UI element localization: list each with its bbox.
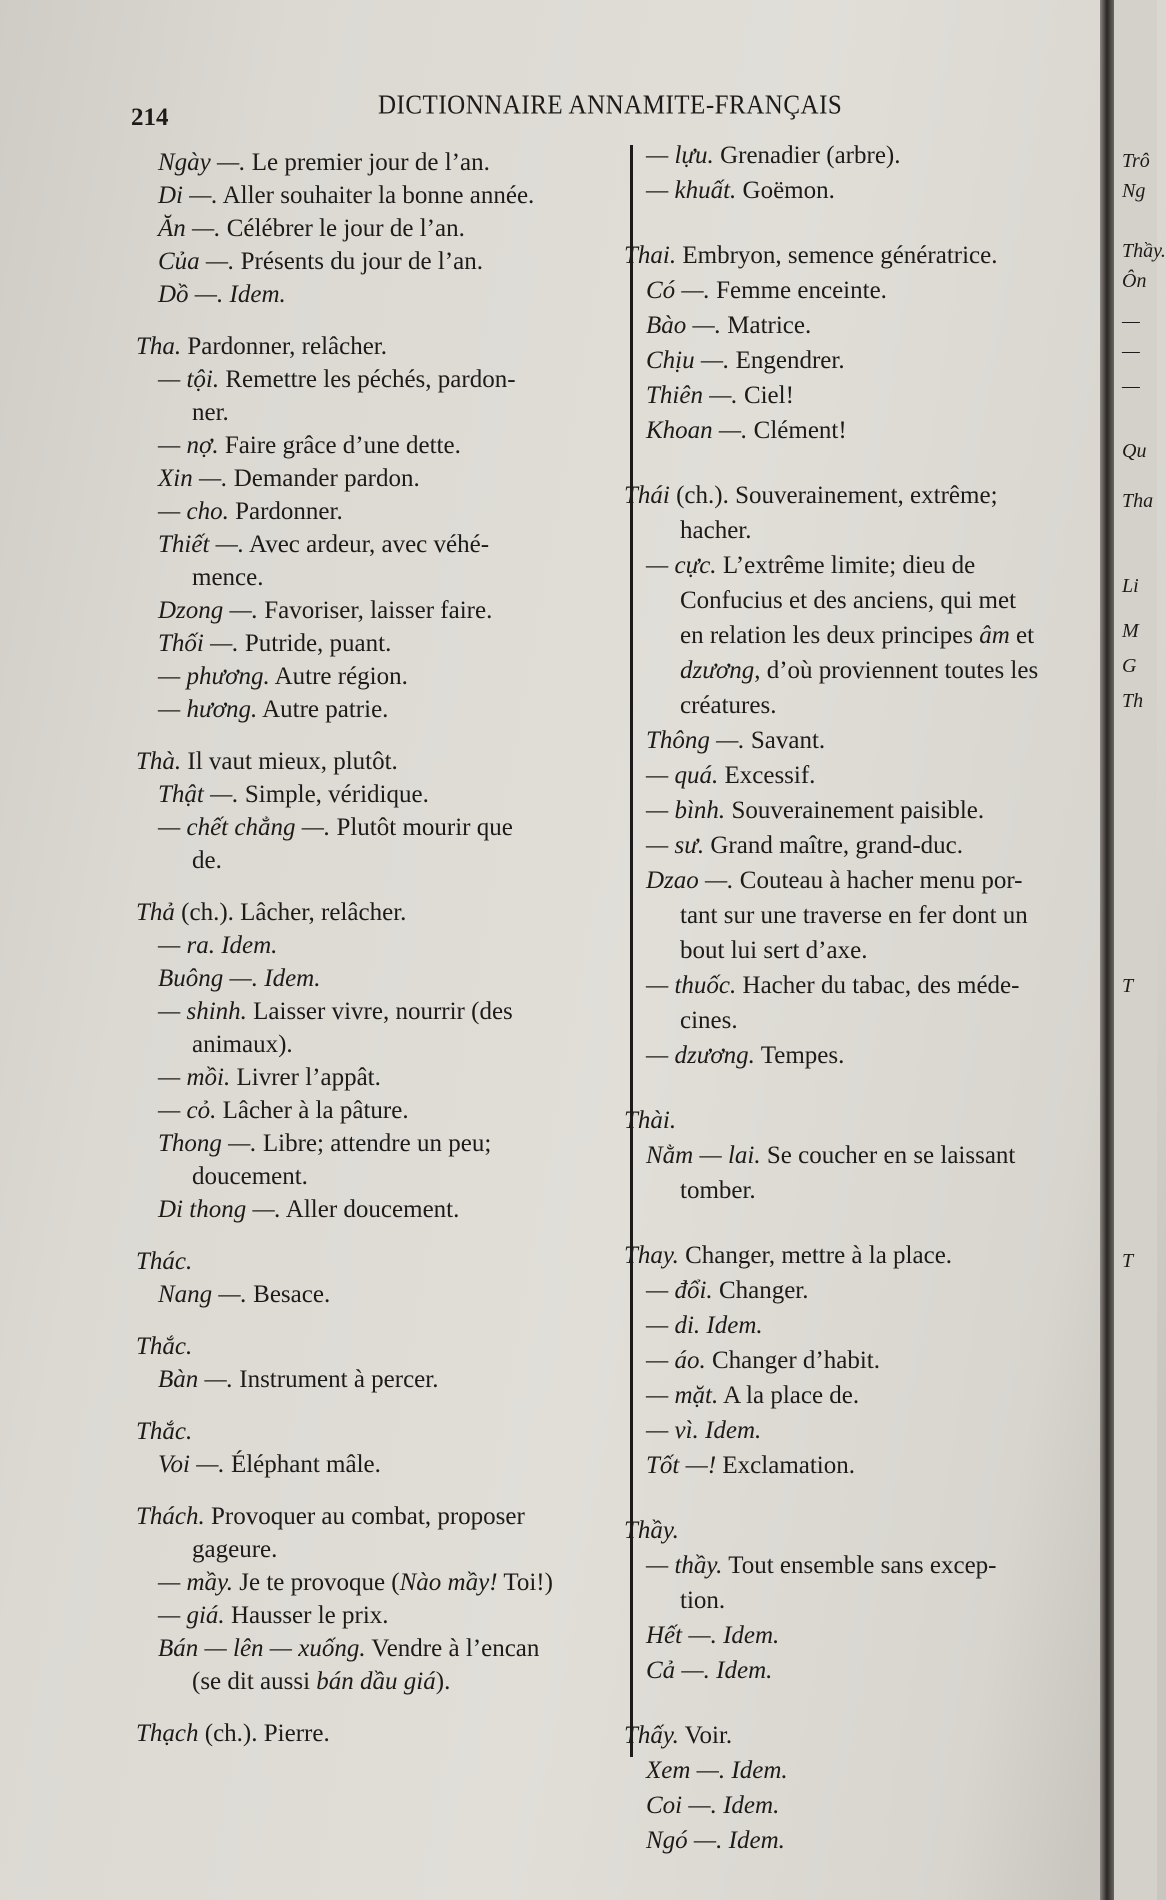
sub-entry-line: [136, 146, 616, 179]
annamite-term: Thách.: [136, 1503, 205, 1530]
annamite-term: Di —.: [158, 182, 218, 209]
next-page-fragment: Th: [1122, 690, 1144, 712]
sub-entry-line: [136, 212, 616, 245]
dictionary-entry: [136, 1717, 616, 1750]
entry-headline: [624, 1718, 1090, 1753]
sub-entry-line: [136, 1094, 616, 1127]
french-definition: Putride, puant.: [238, 630, 392, 657]
next-page-fragment: Li: [1122, 575, 1139, 597]
annamite-term: dzương: [680, 657, 755, 684]
page-number: 214: [131, 104, 169, 131]
french-definition: Je te provoque (: [233, 1569, 400, 1596]
french-definition: Ciel!: [737, 382, 794, 409]
dictionary-entry: [136, 330, 616, 726]
dictionary-entry: [136, 1245, 616, 1311]
annamite-term: — mầy.: [158, 1569, 233, 1596]
annamite-term: Thay.: [624, 1242, 679, 1269]
french-definition: Simple, véridique.: [238, 781, 429, 808]
dictionary-entry: [136, 896, 616, 1226]
next-page-fragment: T: [1122, 1250, 1134, 1272]
annamite-term: Ăn —.: [158, 215, 221, 242]
sub-entry-line: [136, 1599, 616, 1632]
annamite-term: — ra. Idem.: [158, 932, 278, 959]
entry-headline: [136, 1415, 616, 1448]
dictionary-entry: [136, 1330, 616, 1396]
sub-entry-line: [624, 1823, 1090, 1858]
next-page-fragment: Tha: [1122, 490, 1154, 512]
annamite-term: Coi —. Idem.: [646, 1792, 780, 1819]
next-page-fragment: —: [1122, 340, 1140, 362]
annamite-term: Thật —.: [158, 781, 239, 808]
annamite-term: — thầy.: [646, 1552, 723, 1579]
continuation-line: [624, 513, 1090, 548]
continuation-line: [624, 1003, 1090, 1038]
continuation-line: [136, 1028, 616, 1061]
sub-entry-line: [136, 462, 616, 495]
sub-entry-line: [624, 1788, 1090, 1823]
dictionary-entry: [624, 238, 1090, 448]
book-gutter: [1100, 0, 1114, 1900]
french-definition: cines.: [680, 1007, 738, 1034]
next-page-edge: [1114, 0, 1166, 1900]
french-definition: (ch.). Lâcher, relâcher.: [174, 899, 407, 926]
french-definition: Autre patrie.: [257, 696, 389, 723]
french-definition: et: [1009, 622, 1035, 649]
sub-entry-line: [136, 1061, 616, 1094]
french-definition: Grenadier (arbre).: [713, 142, 901, 169]
continuation-line: [136, 844, 616, 877]
sub-entry-line: [136, 495, 616, 528]
annamite-term: Buông —. Idem.: [158, 965, 321, 992]
french-definition: de.: [192, 847, 222, 874]
annamite-term: — nợ.: [158, 432, 219, 459]
entry-headline: [624, 1103, 1090, 1138]
french-definition: tomber.: [680, 1177, 756, 1204]
french-definition: tant sur une traverse en fer dont un: [680, 902, 1028, 929]
sub-entry-line: [624, 1038, 1090, 1073]
french-definition: Aller souhaiter la bonne année.: [217, 182, 535, 209]
french-definition: en relation les deux principes: [680, 622, 980, 649]
annamite-term: Ngó —. Idem.: [646, 1827, 785, 1854]
french-definition: Se coucher en se laissant: [760, 1142, 1016, 1169]
annamite-term: Bàn —.: [158, 1366, 233, 1393]
sub-entry-line: [624, 413, 1090, 448]
annamite-term: Khoan —.: [646, 417, 748, 444]
annamite-term: — áo.: [646, 1347, 706, 1374]
french-definition: doucement.: [192, 1163, 308, 1190]
french-definition: Engendrer.: [729, 347, 845, 374]
sub-entry-line: [136, 1127, 616, 1160]
annamite-term: Bào —.: [646, 312, 721, 339]
french-definition: (ch.). Souverainement, extrême;: [669, 482, 998, 509]
annamite-term: Thắc.: [136, 1333, 193, 1360]
left-column: [136, 146, 616, 1769]
entry-headline: [136, 745, 616, 778]
annamite-term: Thai.: [624, 242, 677, 269]
dictionary-entry: [624, 1513, 1090, 1688]
annamite-term: — tội.: [158, 366, 220, 393]
annamite-term: Ngày —.: [158, 149, 246, 176]
french-definition: mence.: [192, 564, 264, 591]
annamite-term: Thầy.: [624, 1517, 679, 1544]
french-definition: ).: [435, 1668, 451, 1695]
sub-entry-line: [136, 179, 616, 212]
annamite-term: — thuốc.: [646, 972, 737, 999]
french-definition: Aller doucement.: [280, 1196, 460, 1223]
french-definition: Tempes.: [754, 1042, 845, 1069]
french-definition: Instrument à percer.: [233, 1366, 439, 1393]
annamite-term: âm: [979, 622, 1010, 649]
right-column: [624, 138, 1090, 1888]
sub-entry-line: [624, 828, 1090, 863]
sub-entry-line: [624, 863, 1090, 898]
sub-entry-line: [136, 1193, 616, 1226]
annamite-term: Nang —.: [158, 1281, 247, 1308]
annamite-term: Tốt —!: [646, 1452, 717, 1479]
running-head: DICTIONNAIRE ANNAMITE-FRANÇAIS: [378, 90, 843, 121]
sub-entry-line: [624, 1343, 1090, 1378]
french-definition: Célébrer le jour de l’an.: [220, 215, 465, 242]
annamite-term: Voi —.: [158, 1451, 225, 1478]
annamite-term: — phương.: [158, 663, 270, 690]
annamite-term: — quá.: [646, 762, 719, 789]
next-page-fragment: Ng: [1122, 180, 1146, 202]
sub-entry-line: [136, 693, 616, 726]
continuation-line: [624, 1583, 1090, 1618]
french-definition: Changer.: [712, 1277, 809, 1304]
sub-entry-line: [136, 811, 616, 844]
french-definition: Souverainement paisible.: [725, 797, 985, 824]
sub-entry-line: [136, 528, 616, 561]
annamite-term: Thấy.: [624, 1722, 679, 1749]
continuation-line: [624, 618, 1090, 653]
french-definition: Autre région.: [269, 663, 408, 690]
french-definition: Laisser vivre, nourrir (des: [246, 998, 513, 1025]
annamite-term: Thông —.: [646, 727, 745, 754]
entry-headline: [624, 238, 1090, 273]
next-page-fragment: Qu: [1122, 440, 1147, 462]
continuation-line: [136, 1533, 616, 1566]
entry-headline: [624, 1238, 1090, 1273]
annamite-term: Nằm — lai.: [646, 1142, 761, 1169]
annamite-term: — khuất.: [646, 177, 737, 204]
entry-headline: [624, 478, 1090, 513]
annamite-term: Di thong —.: [158, 1196, 281, 1223]
annamite-term: Thối —.: [158, 630, 239, 657]
french-definition: (ch.). Pierre.: [198, 1720, 330, 1747]
continuation-line: [136, 1160, 616, 1193]
french-definition: Lâcher à la pâture.: [216, 1097, 409, 1124]
sub-entry-line: [624, 1273, 1090, 1308]
next-page-fragment: T: [1122, 975, 1134, 997]
french-definition: ner.: [192, 399, 229, 426]
annamite-term: Thắc.: [136, 1418, 193, 1445]
french-definition: Matrice.: [721, 312, 812, 339]
annamite-term: Thái: [624, 482, 670, 509]
french-definition: Changer d’habit.: [705, 1347, 880, 1374]
french-definition: créatures.: [680, 692, 777, 719]
french-definition: Hacher du tabac, des méde-: [736, 972, 1020, 999]
sub-entry-line: [624, 548, 1090, 583]
french-definition: Exclamation.: [716, 1452, 855, 1479]
sub-entry-line: [624, 378, 1090, 413]
annamite-term: Thài.: [624, 1107, 677, 1134]
annamite-term: Chịu —.: [646, 347, 730, 374]
french-definition: Voir.: [678, 1722, 733, 1749]
sub-entry-line: [624, 173, 1090, 208]
french-definition: Tout ensemble sans excep-: [722, 1552, 997, 1579]
french-definition: Libre; attendre un peu;: [256, 1130, 492, 1157]
dictionary-entry: [136, 745, 616, 877]
french-definition: Il vaut mieux, plutôt.: [181, 748, 398, 775]
annamite-term: — lựu.: [646, 142, 714, 169]
continuation-line: [624, 898, 1090, 933]
french-definition: Plutôt mourir que: [330, 814, 513, 841]
french-definition: Hausser le prix.: [224, 1602, 389, 1629]
annamite-term: Bán — lên — xuống.: [158, 1635, 366, 1662]
french-definition: Éléphant mâle.: [224, 1451, 381, 1478]
entry-headline: [136, 1717, 616, 1750]
sub-entry-line: [624, 1753, 1090, 1788]
annamite-term: Thả: [136, 899, 175, 926]
annamite-term: — mặt.: [646, 1382, 719, 1409]
sub-entry-line: [624, 968, 1090, 1003]
next-page-fragment: Thầy.: [1122, 240, 1166, 262]
next-page-fragment: Ôn: [1122, 270, 1147, 292]
french-definition: Embryon, semence génératrice.: [676, 242, 998, 269]
french-definition: (se dit aussi: [192, 1668, 317, 1695]
french-definition: Grand maître, grand-duc.: [704, 832, 964, 859]
continuation-line: [136, 561, 616, 594]
french-definition: gageure.: [192, 1536, 278, 1563]
entry-headline: [136, 1330, 616, 1363]
sub-entry-line: [624, 343, 1090, 378]
french-definition: Couteau à hacher menu por-: [733, 867, 1023, 894]
next-page-fragment: —: [1122, 310, 1140, 332]
sub-entry-line: [136, 1278, 616, 1311]
annamite-term: Hết —. Idem.: [646, 1622, 780, 1649]
next-page-fragment: G: [1122, 655, 1137, 677]
continuation-line: [624, 1173, 1090, 1208]
dictionary-entry: [624, 138, 1090, 208]
french-definition: Le premier jour de l’an.: [245, 149, 490, 176]
sub-entry-line: [624, 758, 1090, 793]
continuation-line: [624, 583, 1090, 618]
dictionary-entry: [136, 1415, 616, 1481]
continuation-line: [136, 396, 616, 429]
dictionary-entry: [624, 1718, 1090, 1858]
sub-entry-line: [624, 1618, 1090, 1653]
sub-entry-line: [624, 273, 1090, 308]
entry-headline: [136, 1245, 616, 1278]
french-definition: L’extrême limite; dieu de: [716, 552, 976, 579]
annamite-term: Xem —. Idem.: [646, 1757, 788, 1784]
french-definition: Faire grâce d’une dette.: [218, 432, 461, 459]
annamite-term: Idem.: [223, 281, 286, 308]
annamite-term: bán dầu giá: [316, 1668, 436, 1695]
french-definition: Goëmon.: [736, 177, 835, 204]
french-definition: Toi!): [497, 1569, 553, 1596]
french-definition: Besace.: [246, 1281, 331, 1308]
next-page-fragment: M: [1122, 620, 1139, 642]
annamite-term: Nào mầy!: [399, 1569, 498, 1596]
sub-entry-line: [624, 793, 1090, 828]
annamite-term: — sư.: [646, 832, 705, 859]
annamite-term: Thà.: [136, 748, 182, 775]
entry-headline: [624, 1513, 1090, 1548]
french-definition: Savant.: [744, 727, 826, 754]
annamite-term: — shinh.: [158, 998, 247, 1025]
sub-entry-line: [136, 660, 616, 693]
annamite-term: — dzương.: [646, 1042, 755, 1069]
sub-entry-line: [136, 995, 616, 1028]
annamite-term: — giá.: [158, 1602, 225, 1629]
french-definition: Livrer l’appât.: [230, 1064, 381, 1091]
next-page-fragment: —: [1122, 375, 1140, 397]
continuation-line: [624, 933, 1090, 968]
sub-entry-line: [136, 962, 616, 995]
annamite-term: Thạch: [136, 1720, 199, 1747]
french-definition: Demander pardon.: [227, 465, 420, 492]
sub-entry-line: [136, 778, 616, 811]
annamite-term: Thong —.: [158, 1130, 257, 1157]
next-page-fragment: Trô: [1122, 150, 1150, 172]
sub-entry-line: [136, 1448, 616, 1481]
french-definition: Provoquer au combat, proposer: [204, 1503, 525, 1530]
french-definition: Avec ardeur, avec véhé-: [244, 531, 490, 558]
sub-entry-line: [624, 1548, 1090, 1583]
sub-entry-line: [136, 1566, 616, 1599]
sub-entry-line: [136, 363, 616, 396]
french-definition: Vendre à l’encan: [365, 1635, 540, 1662]
dictionary-entry: [624, 478, 1090, 1073]
french-definition: Présents du jour de l’an.: [234, 248, 483, 275]
sub-entry-line: [624, 1138, 1090, 1173]
continuation-line: [136, 1665, 616, 1698]
annamite-term: Cả —. Idem.: [646, 1657, 773, 1684]
sub-entry-line: [624, 1413, 1090, 1448]
annamite-term: — cực.: [646, 552, 717, 579]
annamite-term: — cho.: [158, 498, 229, 525]
french-definition: Femme enceinte.: [709, 277, 887, 304]
french-definition: A la place de.: [718, 1382, 860, 1409]
annamite-term: Thiên —.: [646, 382, 738, 409]
french-definition: Pardonner, relâcher.: [181, 333, 388, 360]
continuation-line: [624, 653, 1090, 688]
dictionary-entry: [624, 1238, 1090, 1483]
french-definition: , d’où proviennent toutes les: [754, 657, 1039, 684]
sub-entry-line: [136, 594, 616, 627]
sub-entry-line: [624, 1448, 1090, 1483]
sub-entry-line: [624, 308, 1090, 343]
annamite-term: Tha.: [136, 333, 182, 360]
entry-headline: [136, 330, 616, 363]
sub-entry-line: [624, 1378, 1090, 1413]
sub-entry-line: [624, 723, 1090, 758]
annamite-term: Dzong —.: [158, 597, 259, 624]
french-definition: hacher.: [680, 517, 752, 544]
sub-entry-line: [624, 1308, 1090, 1343]
annamite-term: Có —.: [646, 277, 710, 304]
entry-headline: [136, 1500, 616, 1533]
entry-headline: [136, 896, 616, 929]
sub-entry-line: [136, 245, 616, 278]
sub-entry-line: [136, 1363, 616, 1396]
french-definition: Favoriser, laisser faire.: [258, 597, 493, 624]
annamite-term: — đổi.: [646, 1277, 713, 1304]
annamite-term: Xin —.: [158, 465, 228, 492]
annamite-term: — vì. Idem.: [646, 1417, 762, 1444]
annamite-term: — hương.: [158, 696, 258, 723]
annamite-term: Dồ —.: [158, 281, 224, 308]
annamite-term: — chết chẳng —.: [158, 814, 331, 841]
sub-entry-line: [624, 138, 1090, 173]
french-definition: Excessif.: [718, 762, 816, 789]
annamite-term: — mồi.: [158, 1064, 231, 1091]
french-definition: Remettre les péchés, pardon-: [219, 366, 516, 393]
french-definition: bout lui sert d’axe.: [680, 937, 868, 964]
sub-entry-line: [136, 278, 616, 311]
continuation-line: [624, 688, 1090, 723]
sub-entry-line: [624, 1653, 1090, 1688]
annamite-term: Của —.: [158, 248, 235, 275]
annamite-term: Thác.: [136, 1248, 193, 1275]
sub-entry-line: [136, 1632, 616, 1665]
annamite-term: Dzao —.: [646, 867, 734, 894]
french-definition: tion.: [680, 1587, 726, 1614]
dictionary-entry: [624, 1103, 1090, 1208]
dictionary-entry: [136, 146, 616, 311]
annamite-term: — di. Idem.: [646, 1312, 763, 1339]
sub-entry-line: [136, 627, 616, 660]
french-definition: Pardonner.: [228, 498, 343, 525]
french-definition: animaux).: [192, 1031, 293, 1058]
annamite-term: — cỏ.: [158, 1097, 217, 1124]
french-definition: Changer, mettre à la place.: [678, 1242, 953, 1269]
french-definition: Clément!: [747, 417, 847, 444]
annamite-term: Thiết —.: [158, 531, 245, 558]
french-definition: Confucius et des anciens, qui met: [680, 587, 1017, 614]
sub-entry-line: [136, 429, 616, 462]
sub-entry-line: [136, 929, 616, 962]
dictionary-entry: [136, 1500, 616, 1698]
annamite-term: — bình.: [646, 797, 726, 824]
